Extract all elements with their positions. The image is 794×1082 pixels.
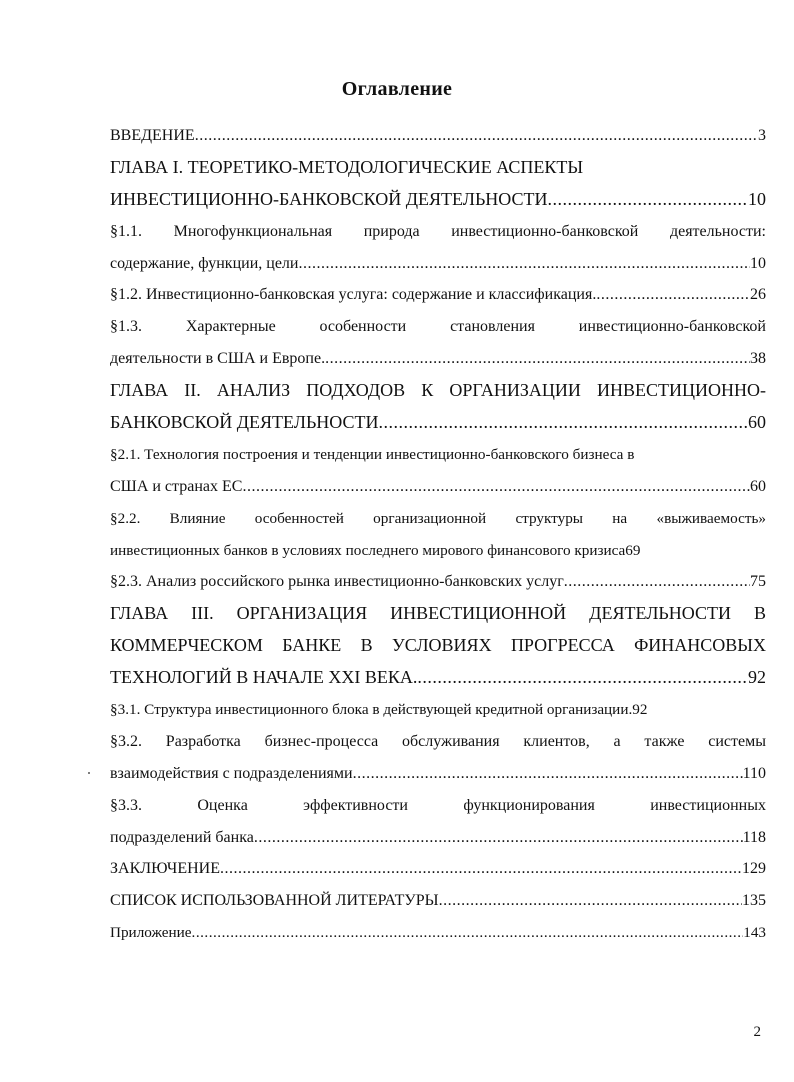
toc-word: §2.2.	[110, 509, 141, 527]
toc-word: §3.2.	[110, 732, 142, 750]
toc-word: инвестиционно-банковской	[451, 222, 639, 240]
dot-leader	[298, 248, 750, 280]
toc-entry-section-2-2[interactable]	[110, 503, 766, 535]
toc-entry-section-2-2-cont[interactable]	[110, 535, 766, 567]
toc-page-number: 10	[750, 254, 766, 272]
toc-entry-text: ИНВЕСТИЦИОННО-БАНКОВСКОЙ ДЕЯТЕЛЬНОСТИ	[110, 188, 548, 209]
toc-page-number: 118	[742, 828, 766, 846]
toc-word: клиентов,	[523, 732, 590, 750]
toc-word: §1.1.	[110, 222, 142, 240]
toc-word: Разработка	[165, 732, 241, 750]
toc-page-number: 92	[748, 667, 766, 688]
toc-entry-text: содержание, функции, цели	[110, 254, 299, 272]
dot-leader	[254, 822, 743, 854]
toc-word: структуры	[515, 509, 583, 527]
toc-word: деятельности:	[669, 222, 766, 240]
toc-entry-text: §3.1. Структура инвестиционного блока в действующей кредитной организации.92	[110, 701, 648, 719]
toc-word: инвестиционных	[650, 796, 766, 814]
dot-leader	[353, 758, 743, 790]
toc-entry-appendix[interactable]	[110, 917, 766, 949]
table-of-contents	[110, 120, 766, 949]
toc-word: на	[612, 509, 628, 527]
toc-word: ФИНАНСОВЫХ	[634, 635, 766, 656]
toc-page-number: 143	[743, 924, 766, 942]
toc-word: функционирования	[463, 796, 595, 814]
toc-word: ГЛАВА	[110, 380, 169, 401]
toc-word: системы	[708, 732, 766, 750]
toc-entry-chapter-3-cont[interactable]	[110, 630, 766, 662]
toc-word: Характерные	[185, 318, 276, 336]
toc-word: обслуживания	[402, 732, 500, 750]
toc-entry-text: СПИСОК ИСПОЛЬЗОВАННОЙ ЛИТЕРАТУРЫ	[110, 892, 439, 910]
dot-leader	[220, 853, 742, 885]
toc-word: ДЕЯТЕЛЬНОСТИ	[589, 603, 731, 624]
toc-entry-text: ТЕХНОЛОГИЙ В НАЧАЛЕ XXI ВЕКА.	[110, 667, 418, 688]
toc-page-number: 129	[742, 860, 766, 878]
toc-entry-text: инвестиционных банков в условиях последнего мирового финансового кризиса69	[110, 541, 641, 559]
toc-word: §1.3.	[110, 318, 142, 336]
dot-leader	[596, 279, 750, 311]
toc-entry-text: §1.2. Инвестиционно-банковская услуга: содержание и классификация.	[110, 286, 597, 304]
toc-word: ОРГАНИЗАЦИЯ	[236, 603, 368, 624]
toc-page-number: 3	[758, 127, 766, 144]
toc-entry-text: подразделений банка	[110, 828, 254, 846]
toc-word: III.	[191, 603, 214, 624]
toc-entry-section-1-1-cont[interactable]	[110, 248, 766, 280]
toc-entry-section-3-3-cont[interactable]	[110, 822, 766, 854]
toc-entry-section-1-1[interactable]	[110, 216, 766, 248]
toc-word: природа	[363, 222, 420, 240]
toc-entry-text: взаимодействия с подразделениями	[110, 764, 353, 782]
toc-entry-section-2-3[interactable]	[110, 566, 766, 598]
toc-page-number: 135	[742, 892, 766, 910]
toc-word: ГЛАВА	[110, 603, 169, 624]
toc-entry-text: ЗАКЛЮЧЕНИЕ	[110, 860, 220, 878]
toc-word: а	[613, 732, 621, 750]
dot-leader	[192, 917, 744, 949]
toc-word: эффективности	[303, 796, 408, 814]
toc-word: Многофункциональная	[173, 222, 333, 240]
toc-page-number: 26	[750, 286, 766, 304]
dot-leader	[325, 343, 750, 375]
toc-entry-section-1-3-cont[interactable]	[110, 343, 766, 375]
toc-entry-text: ГЛАВА I. ТЕОРЕТИКО-МЕТОДОЛОГИЧЕСКИЕ АСПЕКТЫ	[110, 156, 584, 177]
toc-page-number: 60	[748, 412, 766, 433]
toc-entry-chapter-2[interactable]	[110, 375, 766, 407]
toc-entry-conclusion[interactable]	[110, 853, 766, 885]
toc-word: АНАЛИЗ	[216, 380, 291, 401]
toc-word: бизнес-процесса	[264, 732, 379, 750]
toc-entry-text: деятельности в США и Европе.	[110, 350, 326, 368]
toc-word: К	[421, 380, 434, 401]
toc-entry-section-3-2-cont[interactable]	[110, 758, 766, 790]
toc-word: УСЛОВИЯХ	[392, 635, 492, 656]
toc-entry-text: Приложение	[110, 924, 192, 942]
scan-speck	[88, 772, 90, 774]
toc-entry-text: БАНКОВСКОЙ ДЕЯТЕЛЬНОСТИ	[110, 412, 379, 433]
toc-page-number: 75	[750, 573, 766, 591]
dot-leader	[417, 662, 748, 694]
toc-page-number: 10	[748, 188, 766, 209]
toc-entry-section-1-2[interactable]	[110, 279, 766, 311]
toc-word: организационной	[373, 509, 487, 527]
toc-word: особенностей	[254, 509, 344, 527]
toc-word: также	[644, 732, 685, 750]
toc-entry-chapter-3-cont-2[interactable]	[110, 662, 766, 694]
page-number: 2	[753, 1024, 761, 1040]
toc-entry-chapter-1[interactable]	[110, 152, 766, 184]
toc-word: БАНКЕ	[282, 635, 342, 656]
toc-word: §3.3.	[110, 796, 142, 814]
toc-word: инвестиционно-банковской	[578, 318, 766, 336]
dot-leader	[195, 120, 758, 152]
toc-page-number: 110	[742, 764, 766, 782]
toc-word: В	[360, 635, 373, 656]
toc-entry-section-3-2[interactable]	[110, 726, 766, 758]
toc-entry-section-2-1-cont[interactable]	[110, 471, 766, 503]
toc-word: особенности	[319, 318, 407, 336]
toc-word: ПРОГРЕССА	[510, 635, 615, 656]
toc-entry-chapter-1-cont[interactable]	[110, 184, 766, 216]
toc-page-number: 60	[750, 477, 766, 495]
toc-word: В	[753, 603, 766, 624]
toc-entry-chapter-2-cont[interactable]	[110, 407, 766, 439]
toc-entry-text: §2.1. Технология построения и тенденции инвестиционно-банковского бизнеса в	[110, 445, 635, 463]
dot-leader	[439, 885, 742, 917]
dot-leader	[242, 471, 750, 503]
toc-word: ИНВЕСТИЦИОННОЙ	[390, 603, 567, 624]
toc-entry-section-1-3[interactable]	[110, 311, 766, 343]
toc-word: ПОДХОДОВ	[306, 380, 406, 401]
dot-leader	[548, 184, 748, 216]
toc-word: Влияние	[169, 509, 226, 527]
toc-entry-section-3-1[interactable]	[110, 694, 766, 726]
toc-word: Оценка	[197, 796, 248, 814]
toc-entry-section-2-1[interactable]	[110, 439, 766, 471]
dot-leader	[379, 407, 748, 439]
toc-entry-section-3-3[interactable]	[110, 790, 766, 822]
dot-leader	[564, 566, 750, 598]
toc-entry-text: США и странах ЕС	[110, 477, 243, 495]
toc-word: становления	[450, 318, 535, 336]
toc-entry-references[interactable]	[110, 885, 766, 917]
toc-word: «выживаемость»	[656, 509, 766, 527]
toc-word: ОРГАНИЗАЦИИ	[449, 380, 581, 401]
toc-entry-introduction[interactable]	[110, 120, 766, 152]
toc-word: КОММЕРЧЕСКОМ	[110, 635, 263, 656]
toc-title: Оглавление	[341, 78, 453, 100]
toc-entry-chapter-3[interactable]	[110, 598, 766, 630]
toc-entry-text: ВВЕДЕНИЕ	[110, 127, 195, 144]
toc-page-number: 38	[750, 350, 766, 368]
toc-entry-text: §2.3. Анализ российского рынка инвестиционно-банковских услуг	[110, 573, 564, 591]
toc-word: ИНВЕСТИЦИОННО-	[596, 380, 766, 401]
toc-word: II.	[184, 380, 201, 401]
